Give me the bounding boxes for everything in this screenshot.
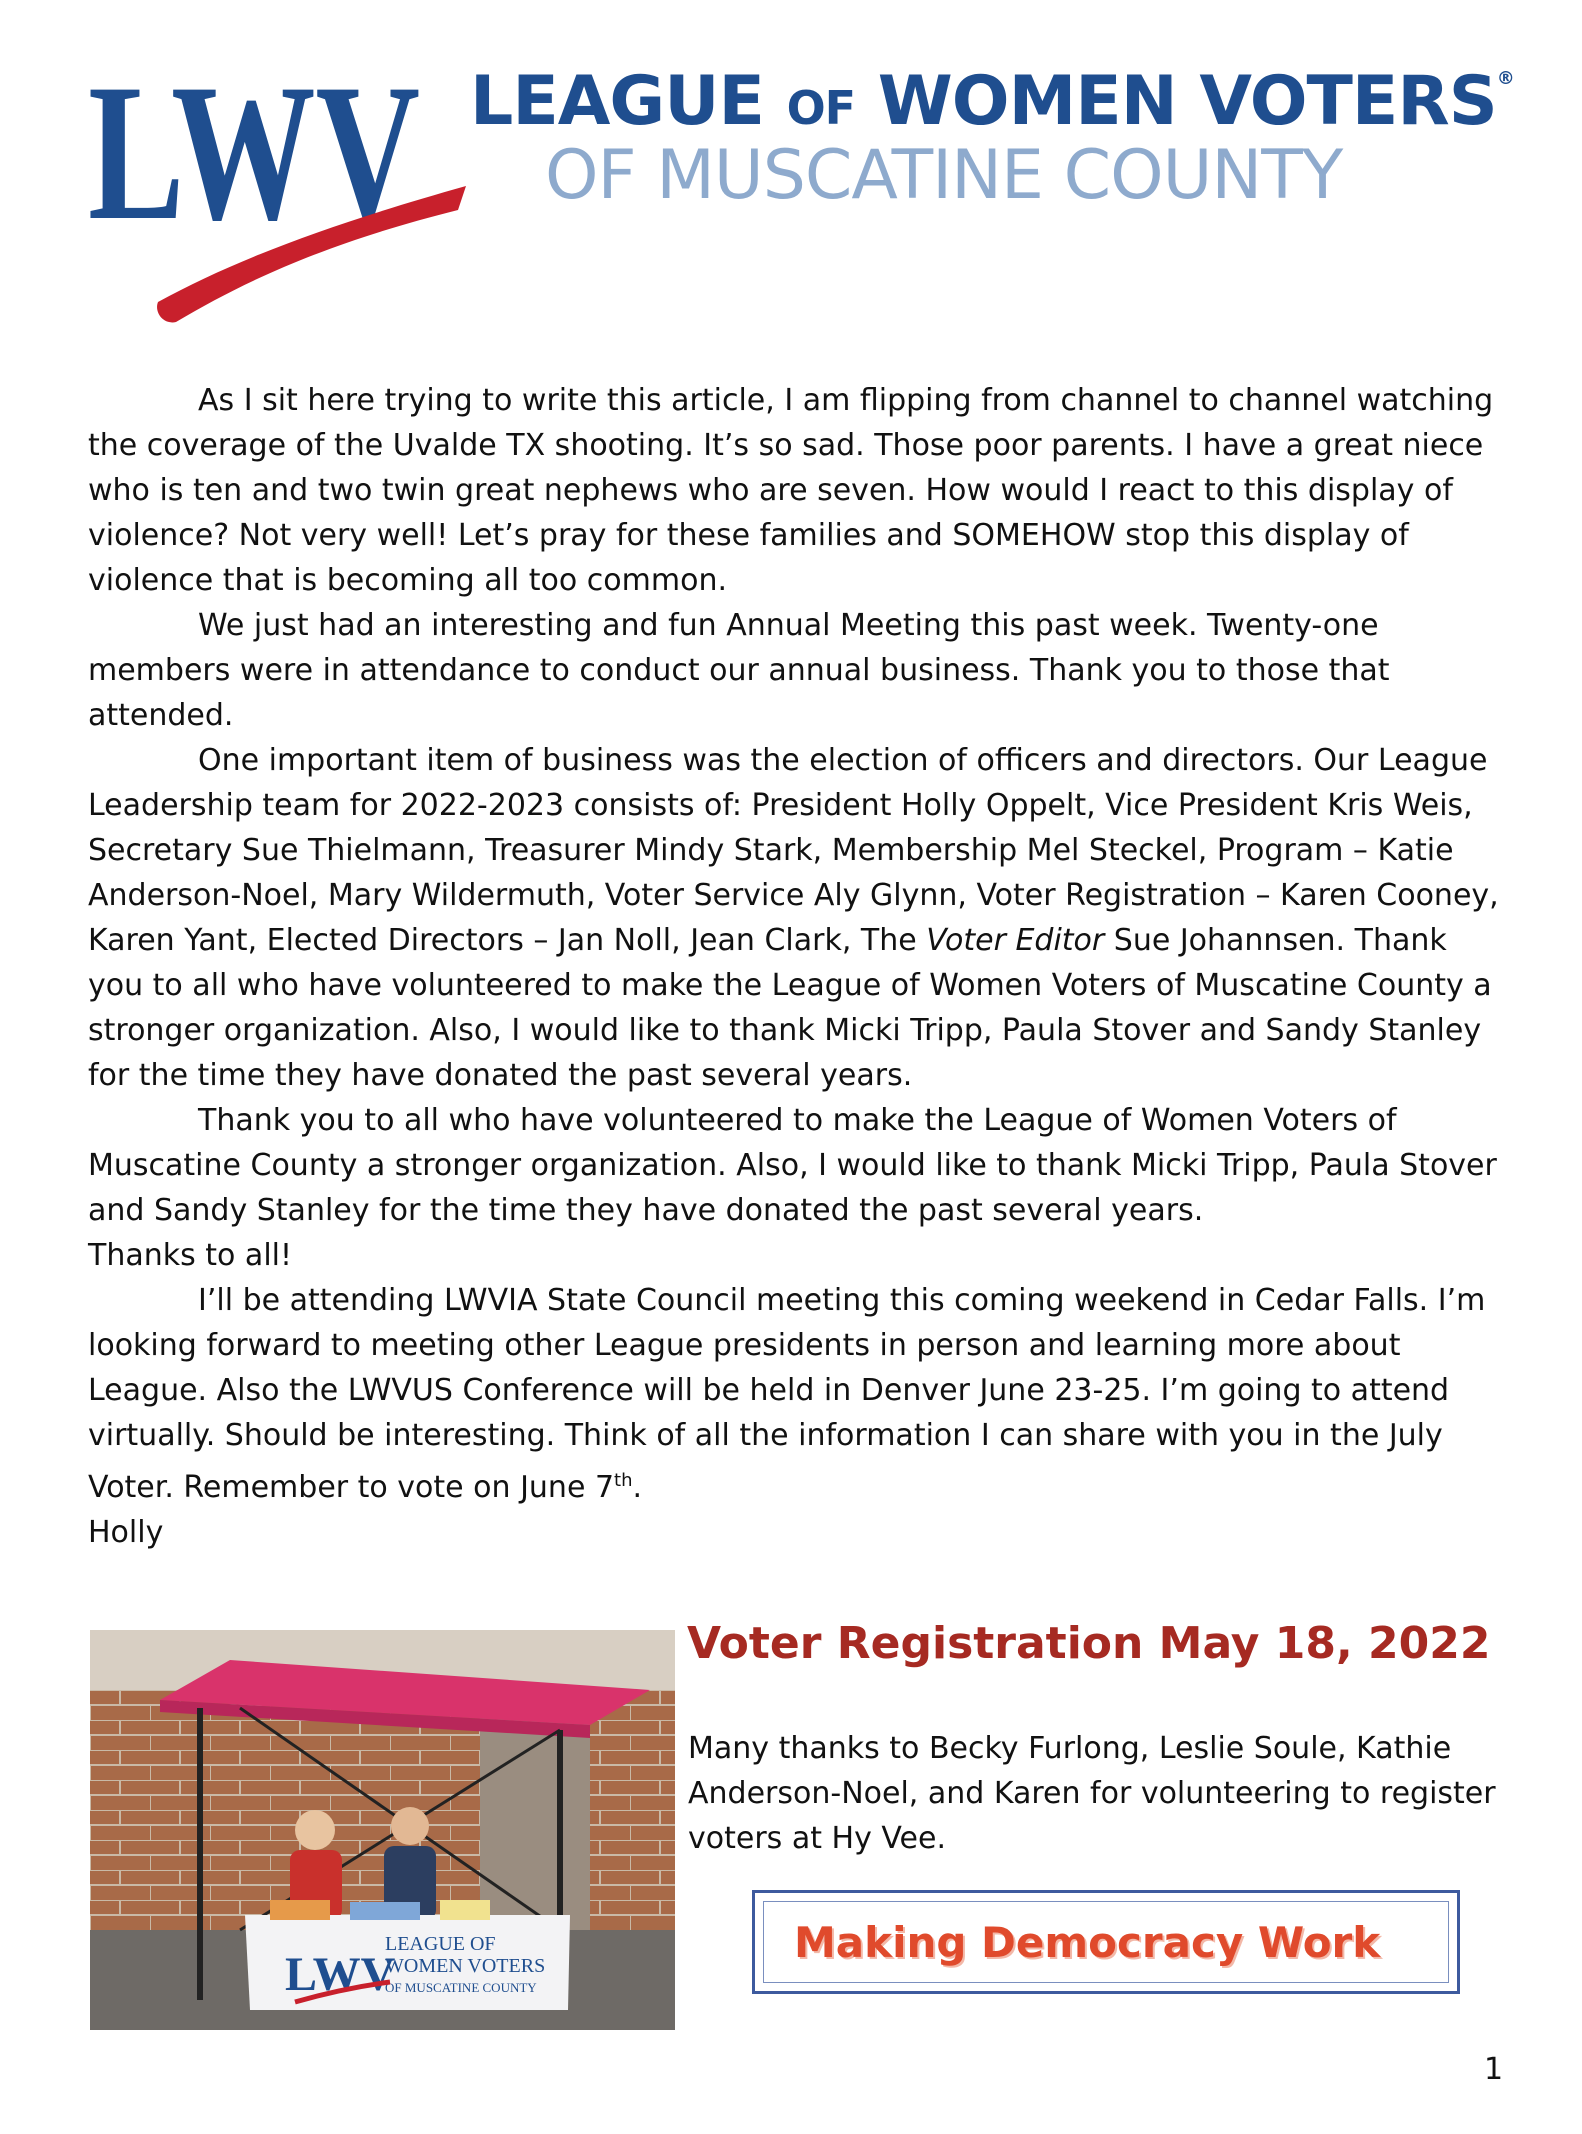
banner-line2: WOMEN VOTERS <box>385 1955 546 1977</box>
org-name-line2: OF MUSCATINE COUNTY <box>545 136 1343 215</box>
photo-illustration <box>90 1630 675 2030</box>
page-number: 1 <box>1484 2052 1504 2087</box>
letter-signature: Holly <box>88 1515 164 1550</box>
voter-registration-text: Many thanks to Becky Furlong, Leslie Soule, Kathie Anderson-Noel, and Karen for volunteering to register voters at Hy Vee. <box>688 1731 1496 1856</box>
logo-letters: LWV <box>88 44 420 261</box>
letter-paragraph-6: I’ll be attending LWVIA State Council meeting this coming weekend in Cedar Falls. I’m looking forward to meeting other League presidents in person and learning more about League. Also the LWVUS Conference will be held in Denver June 23-25. I’m going to attend virtually. Should be interesting. Think of all the information I can share with you in the July Voter. Remember to vote on June 7th. <box>88 1283 1486 1505</box>
motto-box <box>752 1890 1460 1994</box>
motto-inner-border <box>763 1901 1449 1983</box>
letter-paragraph-3: One important item of business was the election of officers and directors. Our League Leadership team for 2022-2023 consists of: President Holly Oppelt, Vice President Kris Weis, Secretary Sue Thielmann, Treasurer Mindy Stark, Membership Mel Steckel, Program – Katie Anderson-Noel, Mary Wildermuth, Voter Service Aly Glynn, Voter Registration – Karen Cooney, Karen Yant, Elected Directors – Jan Noll, Jean Clark, The Voter Editor Sue Johannsen. Thank you to all who have volunteered to make the League of Women Voters of Muscatine County a stronger organization. Also, I would like to thank Micki Tripp, Paula Stover and Sandy Stanley for the time they have donated the past several years. <box>88 743 1499 1093</box>
president-letter <box>88 378 1508 1555</box>
banner-logo: LWV <box>285 1948 396 2001</box>
motto-text: Making Democracy Work <box>794 1917 1381 1967</box>
letter-paragraph-5: Thanks to all! <box>88 1238 293 1273</box>
banner-line3: OF MUSCATINE COUNTY <box>385 1980 537 1995</box>
voter-registration-title: Voter Registration May 18, 2022 <box>687 1618 1491 1669</box>
letter-paragraph-1: As I sit here trying to write this article, I am flipping from channel to channel watching the coverage of the Uvalde TX shooting. It’s so sad. Those poor parents. I have a great niece who is ten and two twin great nephews who are seven. How would I react to this display of violence? Not very well! Let’s pray for these families and SOMEHOW stop this display of violence that is becoming all too common. <box>88 383 1494 598</box>
banner-line1: LEAGUE OF <box>385 1933 496 1955</box>
lwv-logo <box>88 40 468 330</box>
letter-paragraph-2: We just had an interesting and fun Annual Meeting this past week. Twenty-one members were in attendance to conduct our annual business. Thank you to those that attended. <box>88 608 1390 733</box>
voter-registration-photo <box>90 1630 675 2030</box>
voter-editor-title: Voter Editor <box>926 923 1105 958</box>
letter-paragraph-4: Thank you to all who have volunteered to make the League of Women Voters of Muscatine County a stronger organization. Also, I would like to thank Micki Tripp, Paula Stover and Sandy Stanley for the time they have donated the past several years. <box>88 1103 1497 1228</box>
org-name-line1: LEAGUE OF WOMEN VOTERS® <box>470 62 1514 141</box>
masthead <box>0 0 1582 340</box>
